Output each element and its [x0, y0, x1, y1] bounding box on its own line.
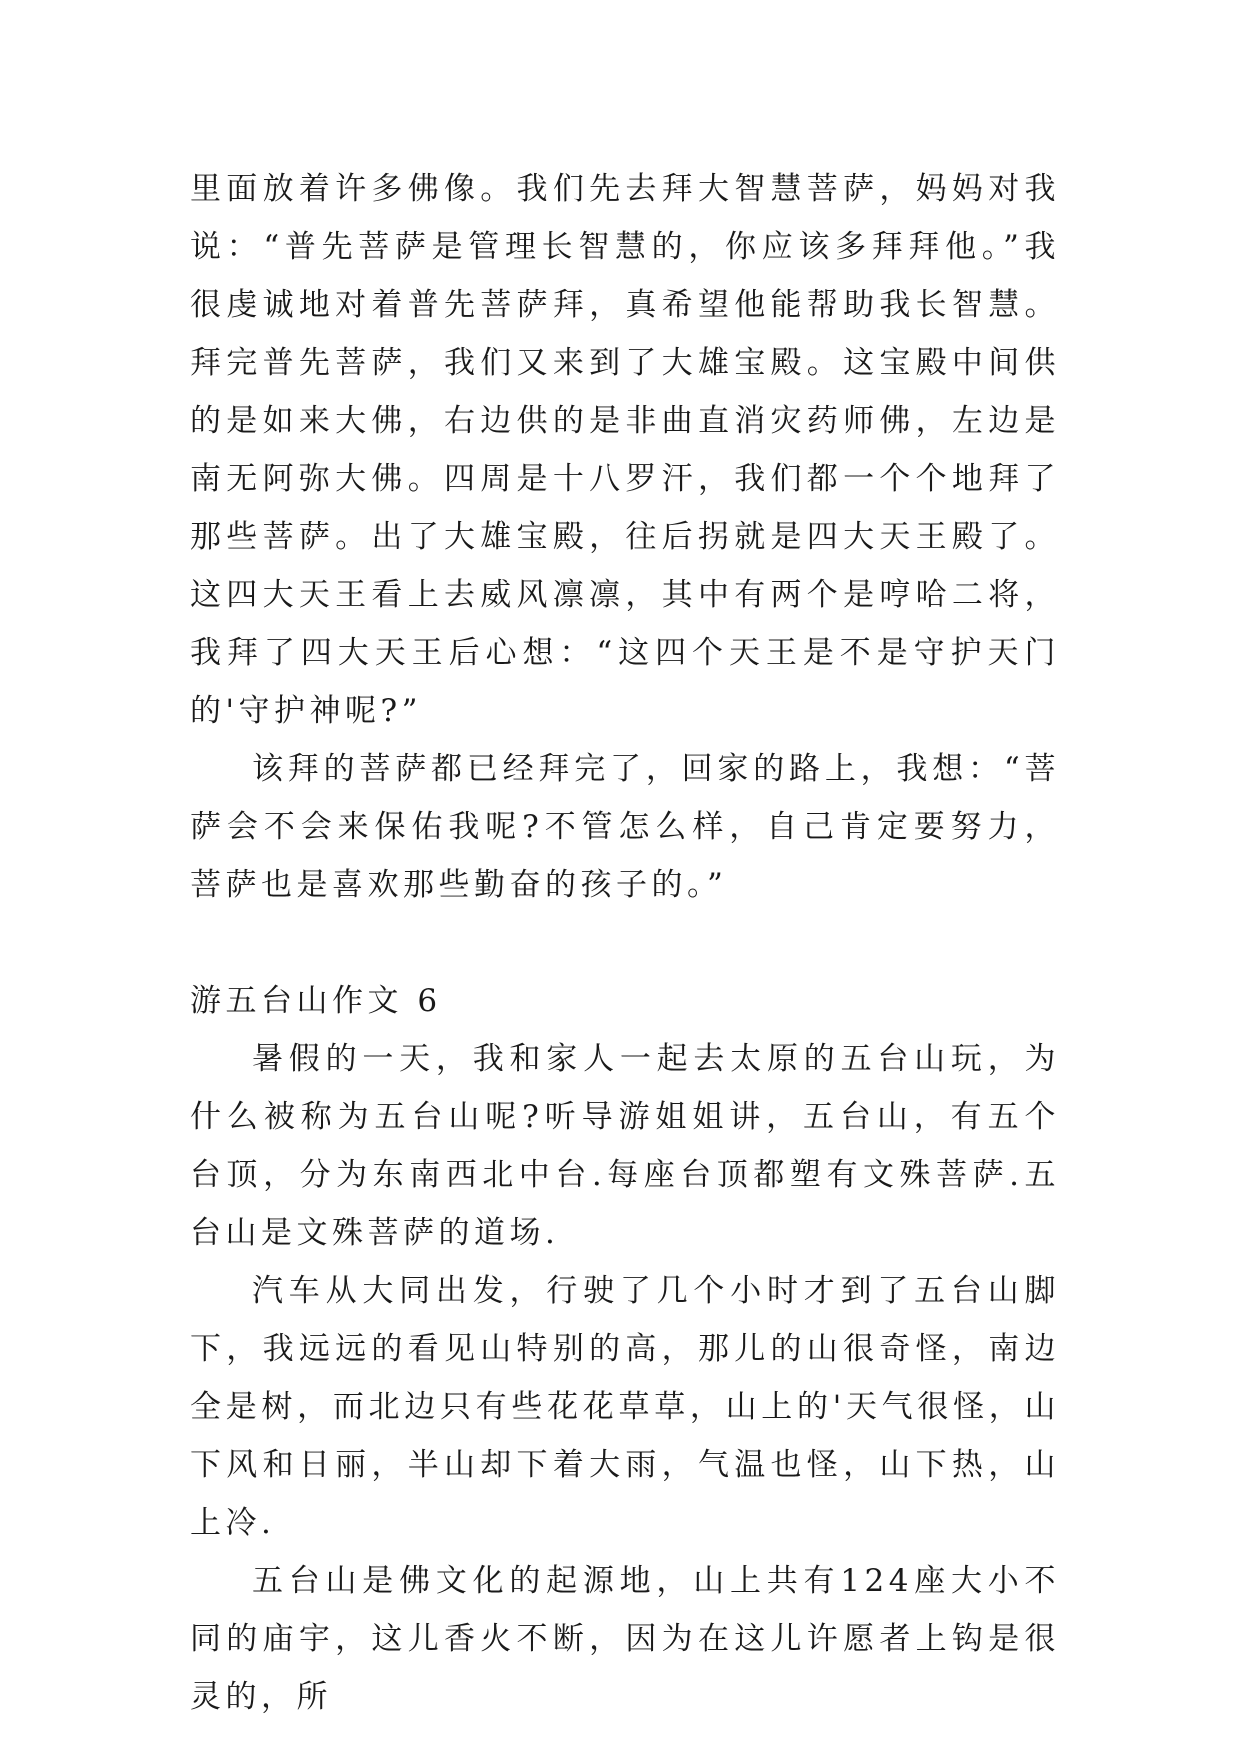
paragraph-bus-journey: 汽车从大同出发，行驶了几个小时才到了五台山脚下，我远远的看见山特别的高，那儿的山很奇怪，南边全是树，而北边只有些花花草草，山上的'天气很怪，山下风和日丽，半山却下着大雨，气温也怪，山下热，山上冷.	[190, 1273, 1060, 1541]
section-spacer	[190, 914, 1060, 972]
paragraph-way-home: 该拜的菩萨都已经拜完了，回家的路上，我想：“菩萨会不会来保佑我呢?不管怎么样，自己肯定要努力，菩萨也是喜欢那些勤奋的孩子的。”	[190, 751, 1060, 903]
paragraph-temple-visit: 里面放着许多佛像。我们先去拜大智慧菩萨，妈妈对我说：“普先菩萨是管理长智慧的，你应该多拜拜他。”我很虔诚地对着普先菩萨拜，真希望他能帮助我长智慧。拜完普先菩萨，我们又来到了大雄宝殿。这宝殿中间供的是如来大佛，右边供的是非曲直消灾药师佛，左边是南无阿弥大佛。四周是十八罗汗，我们都一个个地拜了那些菩萨。出了大雄宝殿，往后拐就是四大天王殿了。这四大天王看上去威风凛凛，其中有两个是哼哈二将，我拜了四大天王后心想：“这四个天王是不是守护天门的'守护神呢?”	[190, 171, 1060, 729]
paragraph-buddhist-origin: 五台山是佛文化的起源地，山上共有124座大小不同的庙宇，这儿香火不断，因为在这儿许愿者上钩是很灵的，所	[190, 1563, 1060, 1715]
section-heading: 游五台山作文 6	[190, 983, 442, 1019]
document-body	[190, 160, 1060, 1726]
paragraph-summer-trip: 暑假的一天，我和家人一起去太原的五台山玩，为什么被称为五台山呢?听导游姐姐讲，五台山，有五个台顶，分为东南西北中台.每座台顶都塑有文殊菩萨.五台山是文殊菩萨的道场.	[190, 1041, 1060, 1251]
